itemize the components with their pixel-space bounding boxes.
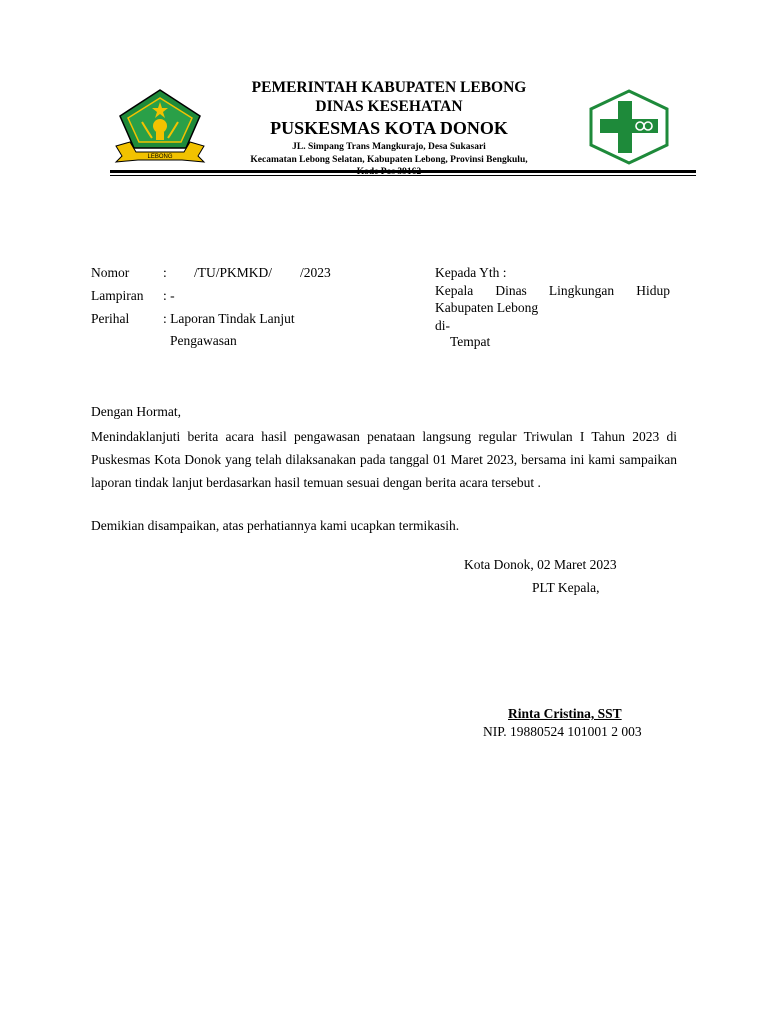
- letterhead-divider-thick: [110, 170, 696, 173]
- recipient-region: Kabupaten Lebong: [435, 300, 539, 315]
- nomor-label: Nomor: [91, 265, 130, 280]
- perihal-label: Perihal: [91, 311, 130, 326]
- signatory-name: Rinta Cristina, SST: [508, 706, 622, 721]
- letterhead-department: DINAS KESEHATAN: [315, 98, 463, 115]
- recipient-greeting: Kepada Yth :: [435, 265, 507, 280]
- puskesmas-logo-icon: [588, 89, 670, 165]
- recipient-title: Kepala Dinas Lingkungan Hidup: [435, 283, 670, 298]
- nomor-value-year: /2023: [300, 265, 331, 280]
- letterhead-government: PEMERINTAH KABUPATEN LEBONG: [251, 79, 527, 96]
- signature-role: PLT Kepala,: [532, 580, 600, 595]
- perihal-value-continued: Pengawasan: [170, 333, 237, 348]
- salutation: Dengan Hormat,: [91, 404, 181, 419]
- nomor-colon: :: [163, 265, 167, 280]
- lampiran-value: : -: [163, 288, 175, 303]
- signature-place-date: Kota Donok, 02 Maret 2023: [464, 557, 617, 572]
- letterhead-address-street: JL. Simpang Trans Mangkurajo, Desa Sukasari: [292, 142, 486, 152]
- lampiran-label: Lampiran: [91, 288, 144, 303]
- closing-sentence: Demikian disampaikan, atas perhatiannya kami ucapkan termikasih.: [91, 518, 460, 533]
- letterhead-institution: PUSKESMAS KOTA DONOK: [270, 118, 508, 138]
- nomor-value-code: /TU/PKMKD/: [194, 265, 273, 280]
- recipient-place: Tempat: [450, 334, 491, 349]
- emblem-ribbon-text: LEBONG: [147, 154, 173, 160]
- perihal-value: : Laporan Tindak Lanjut: [163, 311, 295, 326]
- body-paragraph: Menindaklanjuti berita acara hasil pengawasan penataan langsung regular Triwulan I Tahun 2023 di Puskesmas Kota Donok yang telah dilaksanakan pada tanggal 01 Maret 2023, bersama ini kami sampaikan laporan tindak lanjut berdasarkan hasil temuan sesuai dengan berita acara tersebut .: [91, 429, 677, 490]
- letterhead-divider-thin: [110, 175, 696, 176]
- signatory-nip: NIP. 19880524 101001 2 003: [483, 724, 642, 739]
- letterhead-address-region: Kecamatan Lebong Selatan, Kabupaten Lebong, Provinsi Bengkulu,: [250, 155, 528, 165]
- recipient-at: di-: [435, 318, 450, 333]
